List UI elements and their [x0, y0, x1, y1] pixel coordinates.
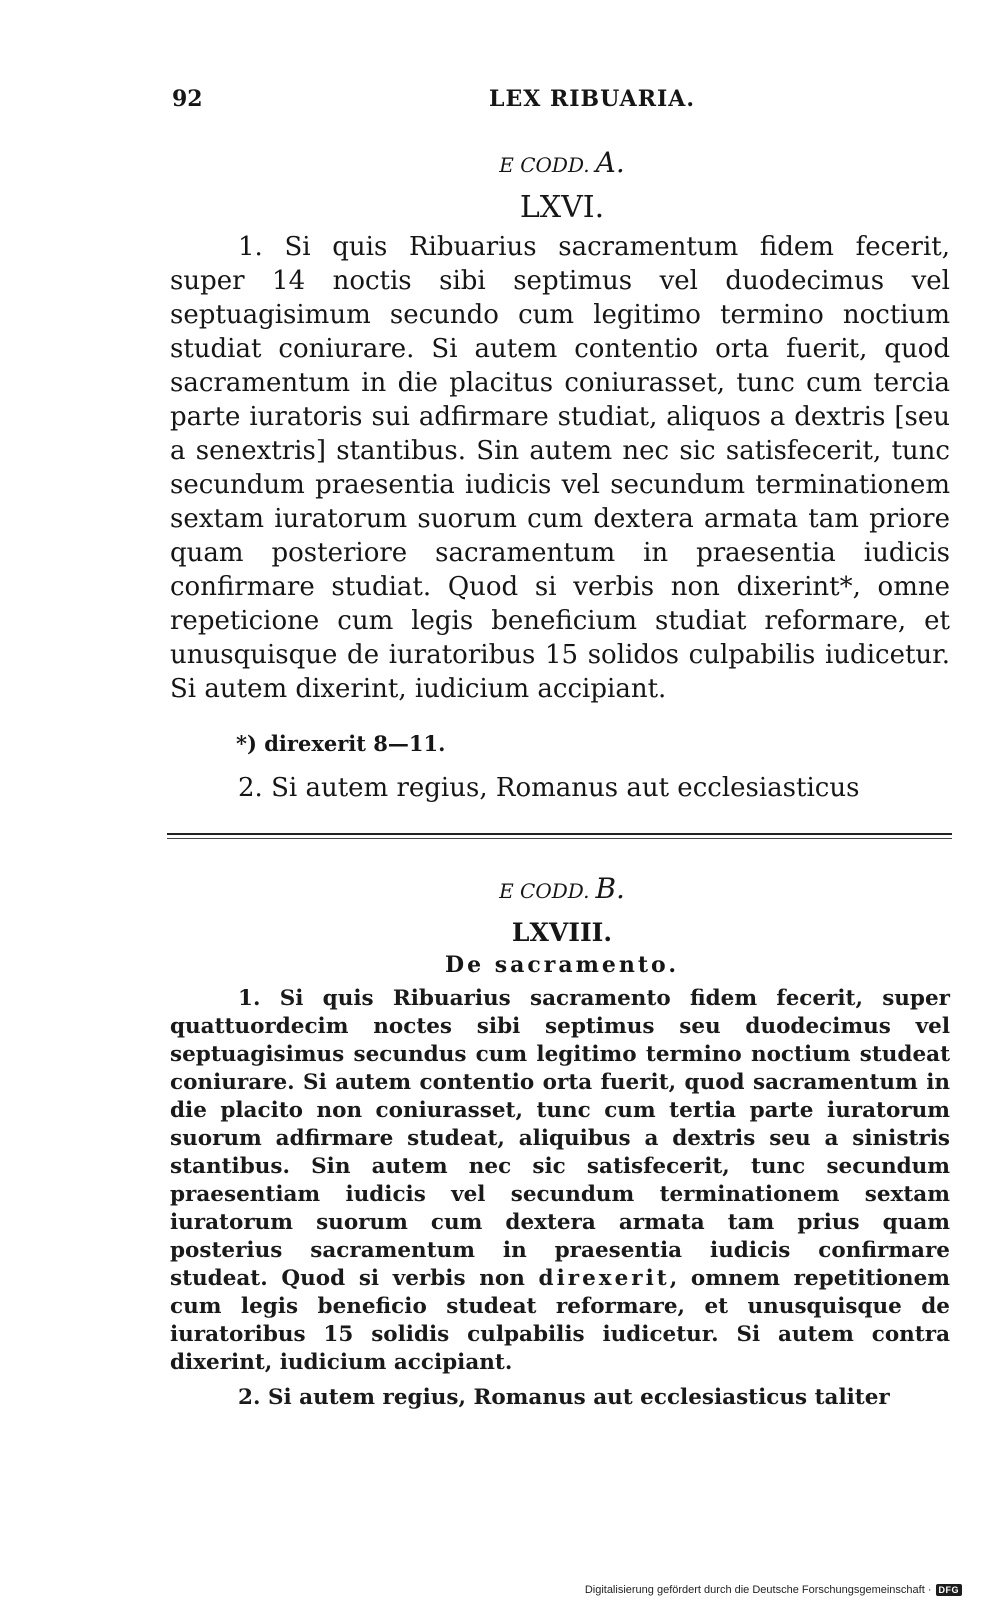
- section-b-para-2-text: Si autem regius, Romanus aut ecclesiasticus taliter: [267, 1385, 890, 1410]
- running-head: LEX RIBUARIA.: [488, 86, 695, 112]
- section-a-para-2-number: 2.: [238, 773, 263, 803]
- digitization-credit: [585, 1584, 962, 1596]
- credit-text: Digitalisierung gefördert durch die Deutsche Forschungsgemeinschaft ·: [584, 1584, 932, 1596]
- codex-b-letter: B.: [595, 872, 625, 905]
- section-a-para-2-text: Si autem regius, Romanus aut ecclesiasticus: [271, 773, 860, 803]
- chapter-b-subtitle: De sacramento.: [445, 952, 679, 978]
- section-divider-top: [167, 833, 952, 835]
- section-a-para-1-number: 1.: [238, 232, 263, 262]
- codex-b-prefix: E CODD.: [499, 879, 590, 903]
- section-b-paragraph-1: [170, 985, 950, 1377]
- codex-b-label: [172, 872, 952, 905]
- section-a-para-1-text: Si quis Ribuarius sacramentum fidem fecerit, super 14 noctis sibi septimus vel duodecimus vel septuagisimum secundo cum legitimo termino noctium studiat coniurare. Si autem contentio orta fuerit, quod sacramentum in die placitus coniurasset, tunc cum tercia parte iuratoris sui adfirmare studiat, aliquos a dextris [seu a senextris] stantibus. Sin autem nec sic satisfecerit, tunc secundum praesentia iudicis vel secundum terminationem sextam iuratorum suorum cum dextera armata tam priore quam posteriore sacramentum in praesentia iudicis confirmare studiat. Quod si verbis non dixerint*, omne repeticione cum legis beneficium studiat reformare, et unusquisque de iuratoribus 15 solidos culpabilis iudicetur. Si autem dixerint, iudicium accipiant.: [170, 232, 950, 704]
- codex-a-letter: A.: [595, 146, 625, 179]
- section-b-paragraph-2: [170, 1384, 950, 1412]
- page-number: 92: [172, 86, 203, 112]
- footnote: *) direxerit 8—11.: [236, 731, 446, 756]
- section-b-para-2-number: 2.: [238, 1385, 261, 1410]
- section-b-para-1-number: 1.: [238, 986, 261, 1011]
- chapter-b-heading: LXVIII.: [511, 918, 613, 947]
- section-divider-bottom: [167, 838, 952, 839]
- section-b-para-1-spaced-word: direxerit: [538, 1266, 670, 1291]
- section-b-para-1-text-a: Si quis Ribuarius sacramento fidem fecerit, super quattuordecim noctes sibi septimus seu duodecimus vel septuagisimus secundus cum legitimo termino noctium studeat coniurare. Si autem contentio orta fuerit, quod sacramentum in die placito non coniurasset, tunc cum tertia parte iuratorum suorum adfirmare studeat, aliquibus a dextris seu a sinistris stantibus. Sin autem nec sic satisfecerit, tunc secundum praesentiam iudicis vel secundum terminationem sextam iuratorum suorum cum dextera armata tam prius quam posterius sacramentum in praesentia iudicis confirmare studeat. Quod si verbis non: [170, 986, 950, 1291]
- dfg-logo-icon: DFG: [936, 1584, 963, 1596]
- section-a-paragraph-1: [170, 230, 950, 706]
- section-b-para-1-text-b: , omnem repetitionem cum legis beneficio studeat reformare, et unusquisque de iuratoribus 15 solidis culpabilis iudicetur. Si autem contra dixerint, iudicium accipiant.: [170, 1266, 950, 1375]
- section-a-paragraph-2: [170, 771, 950, 805]
- chapter-a-heading: LXVI.: [519, 190, 605, 225]
- codex-a-label: [172, 146, 952, 179]
- page-header: [172, 86, 952, 120]
- codex-a-prefix: E CODD.: [499, 153, 590, 177]
